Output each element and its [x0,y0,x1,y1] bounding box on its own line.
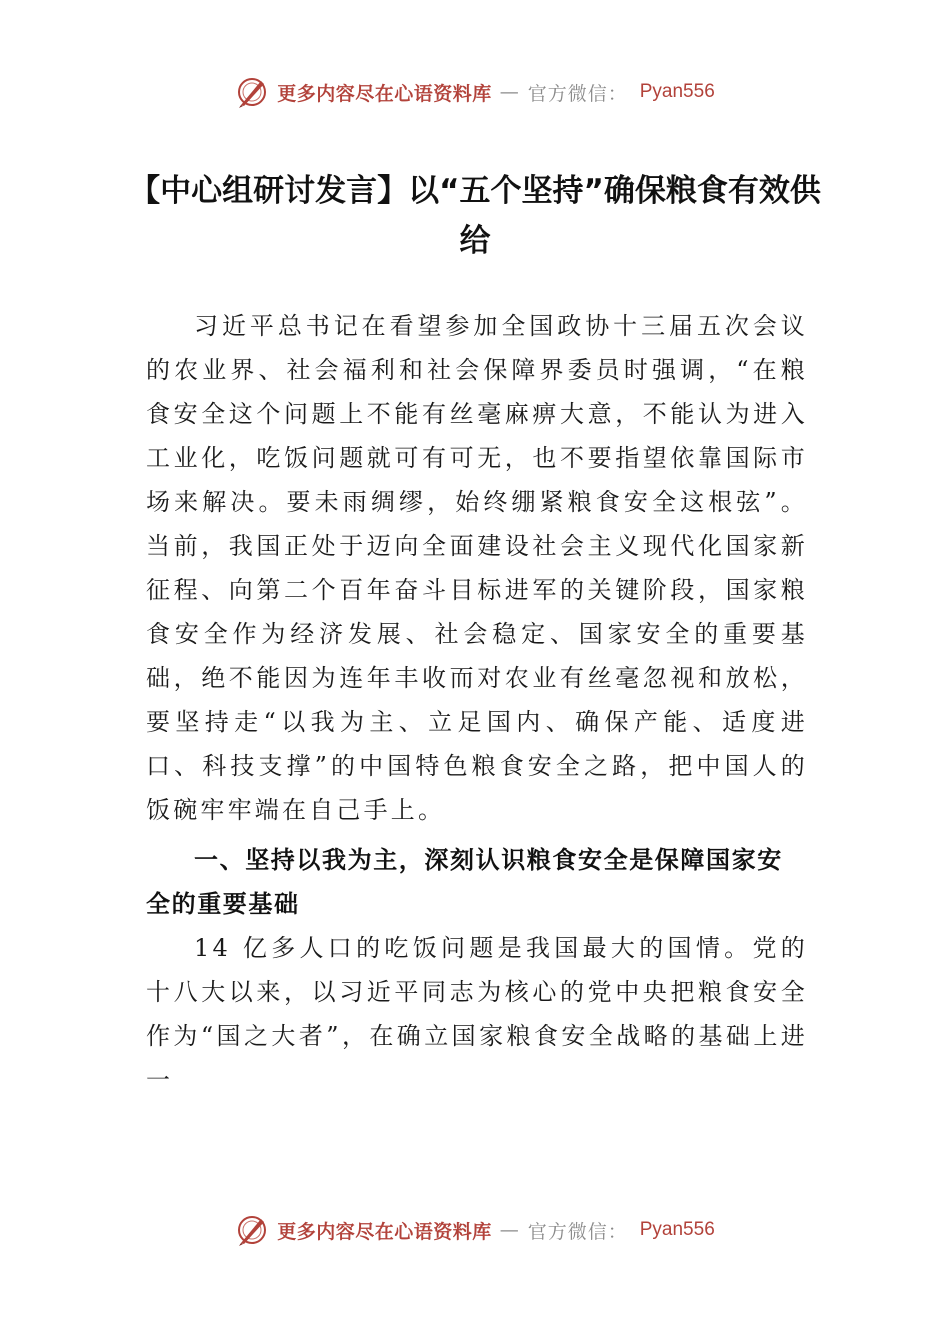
section-heading: 一、坚持以我为主，深刻认识粮食安全是保障国家安全的重要基础 [146,846,783,918]
watermark-brand-text: 更多内容尽在心语资料库 [277,82,492,105]
quill-pen-logo-icon [235,75,269,109]
document-title: 【中心组研讨发言】以“五个坚持”确保粮食有效供给 [129,173,821,259]
watermark-wechat-id: Pyan556 [639,81,715,102]
watermark-wechat-label: 官方微信： [527,82,628,105]
document-body [146,304,808,1102]
watermark-brand-text: 更多内容尽在心语资料库 [277,1220,492,1243]
watermark-separator: — [499,81,520,103]
section-paragraph: 14 亿多人口的吃饭问题是我国最大的国情。党的十八大以来，以习近平同志为核心的党中央把粮食安全作为“国之大者”，在确立国家粮食安全战略的基础上进一 [146,934,808,1094]
quill-pen-logo-icon [235,1213,269,1247]
header-watermark [0,72,950,112]
watermark-separator: — [499,1219,520,1241]
intro-paragraph: 习近平总书记在看望参加全国政协十三届五次会议的农业界、社会福利和社会保障界委员时强调，“在粮食安全这个问题上不能有丝毫麻痹大意，不能认为进入工业化，吃饭问题就可有可无，也不要指望依靠国际市场来解决。要未雨绸缪，始终绷紧粮食安全这根弦”。当前，我国正处于迈向全面建设社会主义现代化国家新征程、向第二个百年奋斗目标进军的关键阶段，国家粮食安全作为经济发展、社会稳定、国家安全的重要基础，绝不能因为连年丰收而对农业有丝毫忽视和放松，要坚持走“以我为主、立足国内、确保产能、适度进口、科技支撑”的中国特色粮食安全之路，把中国人的饭碗牢牢端在自己手上。 [146,312,808,824]
watermark-wechat-label: 官方微信： [527,1220,628,1243]
watermark-wechat-id: Pyan556 [639,1219,715,1240]
footer-watermark [0,1210,950,1250]
